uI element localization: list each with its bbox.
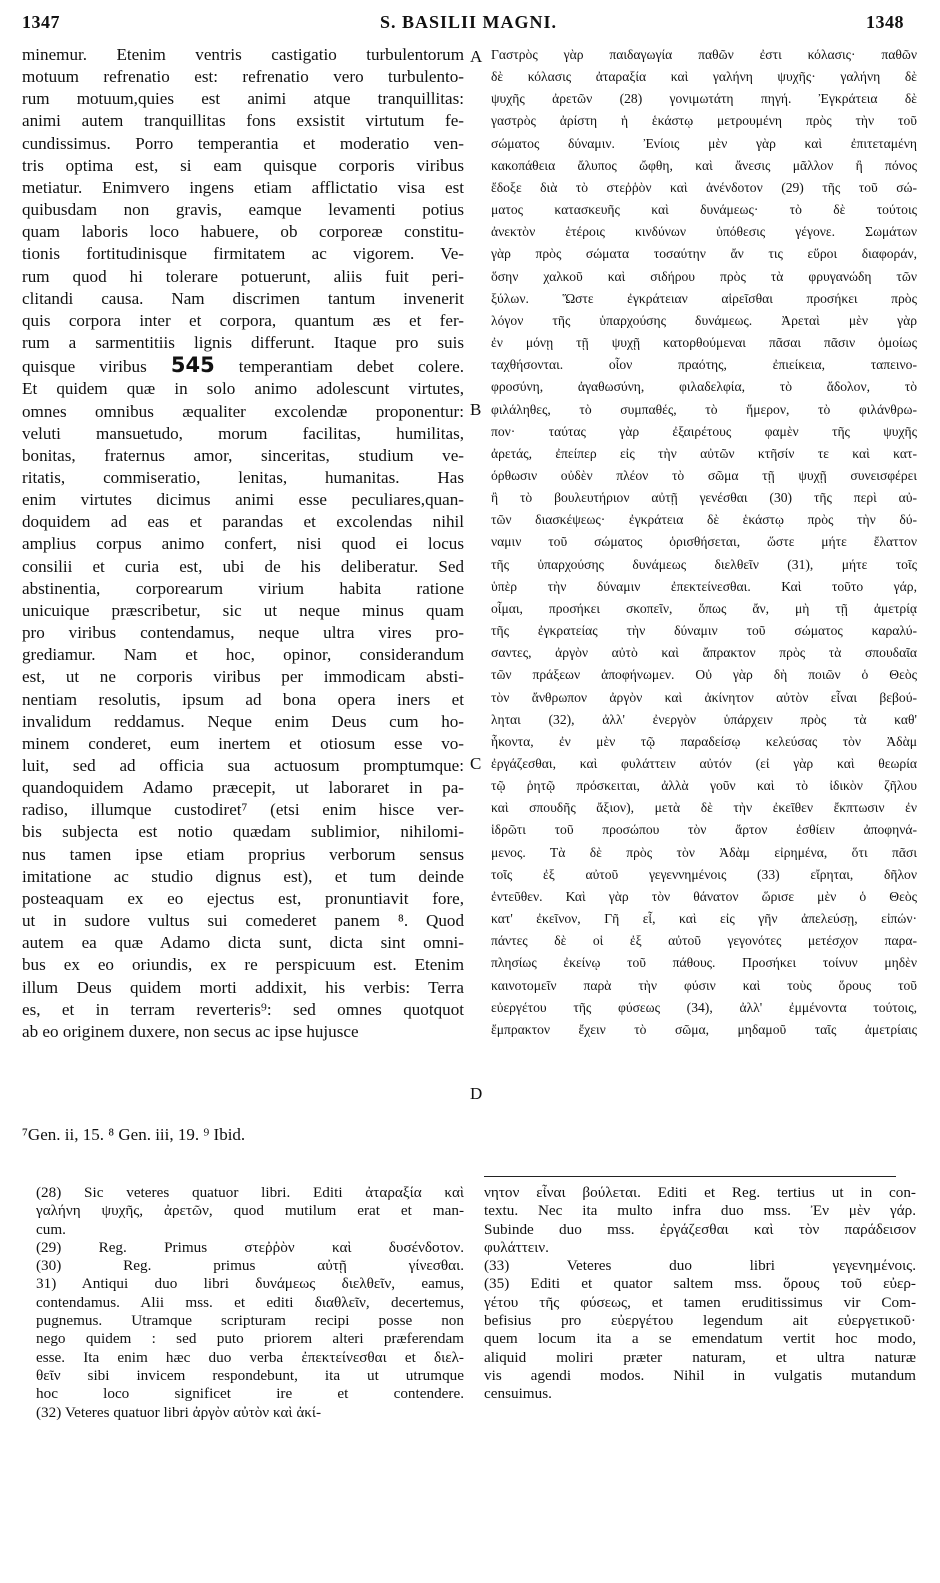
section-letter-b: B — [470, 400, 482, 419]
latin-text-line: Et quidem quæ in solo animo adolescunt virtutes, — [22, 379, 464, 399]
latin-text-line: pro viribus contendamus, neque ultra vires pro- — [22, 623, 464, 643]
footnote-line: censuimus. — [484, 1385, 552, 1403]
greek-text-line: ματος κατασκευῆς καὶ δυνάμεως· τὸ δὲ τούτοις — [491, 202, 917, 218]
latin-text-line: nus tamen ipse etiam proprius verborum sensus — [22, 844, 464, 864]
section-letter-a: A — [470, 47, 483, 66]
footnote-line: contendamus. Alii mss. et editi διαθλεῖν, decertemus, — [36, 1293, 464, 1311]
latin-text-line: quam laboris loco habuere, ob corporeæ constitu- — [22, 222, 464, 242]
page-number-left: 1347 — [22, 12, 60, 32]
latin-text-line: doquidem ad eas et parandas et excolendas nihil — [22, 512, 464, 532]
footnote-line: (28) Sic veteres quatuor libri. Editi ἀταραξία καὶ — [36, 1184, 464, 1201]
latin-text-line: bonitas, fraternus amor, sinceritas, studium ve- — [22, 445, 464, 465]
greek-text-line: ἐργάζεσθαι, καὶ φυλάττειν αὐτόν (εἰ γὰρ καὶ θεωρία — [491, 756, 917, 771]
latin-text-line: metiatur. Enimvero ingens etiam afflictatio visa est — [22, 177, 464, 197]
latin-text-line: ab eo originem duxere, non secus ac ipse hujusce — [22, 1021, 359, 1041]
latin-text-line: enim virtutes dicimus animi esse peculiares,quan- — [22, 490, 464, 510]
latin-text-line: abstinentia, corporearum virium habita ratione — [22, 578, 464, 598]
footnote-line: vis agendi modos. Nihil in vulgatis mutandum — [484, 1366, 916, 1384]
greek-text-line: ἔδοξε διὰ τὸ στεῤῥὸν καὶ ἀνένδοτον (29) τῆς τοῦ σώ- — [491, 179, 917, 195]
footnotes-left — [36, 1184, 464, 1422]
greek-text-line: λόγον τῆς ὑπαρχούσης δυνάμεως. Ἀρεταὶ μὲν γὰρ — [491, 312, 917, 328]
greek-text-line: ἔμπρακτον ἔχειν τὸ σῶμα, μηδαμοῦ ταῖς ἀμετρίαις — [491, 1021, 917, 1037]
greek-text-line: καινοτομεῖν παρὰ τὴν φύσιν καὶ τοὺς ὅρους τοῦ — [491, 977, 917, 993]
greek-text-line: ἱδρῶτι τοῦ προσώπου τὸν ἄρτον ἐσθίειν ἀποφηνά- — [491, 822, 917, 838]
greek-text-line: πον· ταύτας γὰρ ἐξαιρέτους φαμὲν τῆς ψυχῆς — [491, 423, 917, 439]
greek-text-line: ναμιν τοῦ σώματος ὁρισθήσεται, ὥστε μήτε ἔλαττον — [491, 534, 917, 550]
footnote-line: γαλήνη ψυχῆς, ἀρετῶν, quod mutilum erat et man- — [36, 1202, 464, 1220]
greek-text-line: κακοπάθεια ἄλυπος ὤφθη, καὶ ἄνεσις μᾶλλον ἢ πόνος — [491, 157, 917, 173]
latin-text-line: quibusdam non gravis, eamque levamenti potius — [22, 200, 464, 220]
latin-text-line: minem conderet, eum inertem et otiosum esse vo- — [22, 733, 464, 753]
footnote-line: befisius pro εὐεργέτου legendum ait εὐεργετικοῦ· — [484, 1312, 916, 1330]
footnote-line: esse. Ita enim hæc duo verba ἐπεκτείνεσθαι et διελ- — [36, 1348, 464, 1366]
latin-text-line: rum motuum,quies est animi atque tranquillitas: — [22, 89, 464, 109]
greek-text-line: ξύλων. Ὥστε ἐγκράτειαν αἱρεῖσθαι προσήκει πρὸς — [491, 290, 917, 306]
latin-text-line: clitandi causa. Nam discrimen tantum invenerit — [22, 288, 464, 308]
greek-text-line: Γαστρὸς γὰρ παιδαγωγία παθῶν ἐστι κόλασις· παθῶν — [491, 47, 917, 62]
latin-text-line: illum Deus quidem morti addixit, his verbis: Terra — [22, 977, 464, 997]
latin-text-line: rum quod hi tolerare potuerunt, aliis fuit peri- — [22, 266, 464, 286]
greek-text-line: δὲ κόλασις ἀταραξία καὶ γαλήνη ψυχῆς· γαλήνη δὲ — [491, 69, 917, 85]
footnote-line: νητον εἶναι βούλεται. Editi et Reg. tertius ut in con- — [484, 1184, 916, 1201]
running-title: S. BASILII MAGNI. — [380, 12, 558, 32]
latin-text-line: animi autem tranquillitas fons exsistit virtutum fe- — [22, 111, 464, 131]
greek-text-line: όρθωσιν οὐδὲν πλέον τὸ σῶμα τῇ ψυχῇ συνεισφέρει — [491, 467, 917, 483]
footnote-line: φυλάττειν. — [484, 1238, 549, 1256]
footnote-line: Subinde duo mss. ἐργάζεσθαι καὶ τὸν παράδεισον — [484, 1220, 916, 1238]
greek-text-line: τοῖς ἐξ αὐτοῦ γεγεννημένοις (33) εἴρηται, δῆλον — [491, 866, 917, 882]
greek-text-line: τῆς ὑπαρχούσης δυνάμεως διελθεῖν (31), μήτε τοῖς — [491, 556, 917, 572]
greek-text-line: ταχθήσονται. οἷον πραότης, ἐπιείκεια, ταπεινο- — [491, 357, 917, 373]
latin-text-line: ritatis, commiseratio, lenitas, humanitas. Has — [22, 467, 464, 487]
greek-text-line: ἐντεῦθεν. Καὶ γὰρ τὸν θάνατον ὥρισε μὲν ὁ Θεὸς — [491, 888, 917, 904]
footnote-line: (30) Reg. primus αὐτῇ γίνεσθαι. — [36, 1257, 464, 1275]
greek-text-line: φιλάληθες, τὸ συμπαθές, τὸ ἥμερον, τὸ φιλάνθρω- — [491, 401, 917, 417]
footnote-line: quem locum ita a se emendatum vertit hoc modo, — [484, 1330, 916, 1348]
footnote-line: (35) Editi et quator saltem mss. ὅρους τοῦ εὐερ- — [484, 1275, 916, 1293]
latin-text-line: quandoquidem Adamo præcepit, ut laboraret in pa- — [22, 778, 464, 798]
page-number-right: 1348 — [866, 12, 904, 32]
greek-text-line: κατ' ἐκεῖνον, Γῆ εἶ, καὶ εἰς γῆν ἀπελεύσῃ, εἰπών· — [491, 911, 917, 927]
footnote-line: cum. — [36, 1220, 66, 1238]
footnote-line: textu. Nec ita multo infra duo mss. Ἐν μὲν γάρ. — [484, 1202, 916, 1220]
greek-text-line: τὸν ἄνθρωπον ἀργὸν καὶ ἀκίνητον αὐτὸν εἶναι βεβού- — [491, 689, 917, 705]
greek-text-line: τῶν πράξεων ἀποφήνωμεν. Οὐ γὰρ δὴ ποιῶν ὁ Θεὸς — [491, 667, 917, 683]
latin-text-line: bus ex eo oriundis, ex re perspicuum est. Etenim — [22, 955, 464, 975]
greek-text-line: καὶ σπουδῆς ἄξιον), μετὰ δὲ τὴν ἐκεῖθεν ἔκπτωσιν ἐν — [491, 800, 917, 816]
latin-text-line: grediamur. Nam et hoc, opinor, considerandum — [22, 645, 464, 665]
latin-text-line: tris optima est, si eam quisque corporis viribus — [22, 155, 464, 175]
footnote-rule — [484, 1176, 896, 1177]
latin-text-line: cundissimus. Porro temperantia et moderatio ven- — [22, 133, 464, 153]
scripture-references: ⁷Gen. ii, 15. ⁸ Gen. iii, 19. ⁹ Ibid. — [22, 1125, 246, 1144]
greek-text-line: ληται (32), ἀλλ' ἐνεργὸν ὑπάρχειν πρὸς τὰ καθ' — [491, 711, 917, 727]
footnote-line: aliquid moliri præter naturam, et ultra naturæ — [484, 1348, 916, 1366]
latin-text-line: motuum refrenatio est: refrenatio vero turbulento- — [22, 67, 464, 87]
latin-text-line: es, et in terram reverteris⁹: sed omnes quotquot — [22, 999, 464, 1019]
greek-text-line: τῷ ῥητῷ πρόσκειται, ἀλλὰ γοῦν καὶ τὸ ἰδικὸν ζῆλου — [491, 778, 917, 794]
latin-text-line: imitatione ac studio dignus est), et tum deinde — [22, 866, 464, 886]
footnote-line: hoc loco significet ire et contendere. — [36, 1385, 464, 1403]
greek-text-line: σώματος δύναμιν. Ἐνίοις μὲν γὰρ καὶ ἐπιτεταμένη — [491, 135, 917, 151]
greek-text-line: τῶν διασκέψεως· ἐγκράτεια δὲ ἑκάστῳ πρὸς τὴν δύ- — [491, 512, 917, 528]
section-letter-c: C — [470, 754, 482, 773]
latin-text-line: quis corpora inter et corpora, quantum æs et fer- — [22, 310, 464, 330]
greek-text-line: πάντες δὲ οἱ ἐξ αὐτοῦ γεγονότες μετέσχον παρα- — [491, 933, 917, 949]
footnote-line: (33) Veteres duo libri γεγενημένοις. — [484, 1257, 916, 1275]
greek-text-line: ἀνεκτὸν ἑτέροις κινδύνων ὑπόθεσις γέγονε. Σωμάτων — [491, 224, 917, 240]
greek-text-line: μενος. Τὰ δὲ πρὸς τὸν Ἀδὰμ εἰρημένα, ὅτι πᾶσι — [491, 844, 917, 860]
greek-text-line: ἧκοντα, ἐν μὲν τῷ παραδείσῳ κελεύσας τὸν Ἀδὰμ — [491, 733, 917, 749]
latin-text-line: posteaquam ex eo ejectus est, pronuntiavit fore, — [22, 888, 464, 908]
greek-text-line: τῆς ἐγκρατείας τὴν δύναμιν τοῦ σώματος καραλύ- — [491, 623, 917, 639]
latin-column — [22, 44, 464, 1043]
greek-text-line: ὅσην χαλκοῦ καὶ σιδήρου πρὸς τὰ φρυγανώδη τῶν — [491, 268, 917, 284]
latin-text-line: radiso, illumque custodiret⁷ (etsi enim hisce ver- — [22, 800, 464, 820]
latin-text-line: consilii et curia est, ubi de his deliberatur. Sed — [22, 556, 464, 576]
footnote-line: pugnemus. Utramque scripturam recipi posse non — [36, 1312, 464, 1330]
greek-text-line: ἢ τὸ βουλευτήριον αὐτῇ γενέσθαι (30) τῆς περὶ αὐ- — [491, 490, 917, 506]
latin-text-line: luit, sed ad officia sua actuosum promptumque: — [22, 756, 464, 775]
latin-text-line: est, ut ne corporis viribus per immodicam absti- — [22, 667, 464, 687]
section-letter-d: D — [470, 1084, 483, 1103]
greek-text-line: ἀρετάς, ἐπείπερ εἰς τὴν αὐτῶν κτῆσίν τε καὶ κατ- — [491, 445, 917, 461]
greek-column — [491, 44, 917, 1041]
greek-text-line: ψυχῆς ἀρετῶν (28) γονιμωτάτη πηγή. Ἐγκράτεια δὲ — [491, 91, 917, 107]
footnote-line: γέτου τῆς φύσεως, et tamen eruditissimus vir Com- — [484, 1293, 916, 1311]
footnote-line: θεῖν sibi invicem respondebunt, ita ut utrumque — [36, 1366, 464, 1384]
latin-text-line: amplius corpus animo confert, nisi quod ei locus — [22, 534, 464, 554]
greek-text-line: γαστρὸς ἀρίστη ἡ ἑκάστῳ μετρουμένη πρὸς τὴν τοῦ — [491, 113, 917, 129]
greek-text-line: εὐεργέτου τῆς φύσεως (34), ἀλλ' ἐμμένοντα τούτοις, — [491, 999, 917, 1015]
latin-text-line: minemur. Etenim ventris castigatio turbulentorum — [22, 45, 464, 64]
edition-page-number: 545 — [170, 353, 215, 378]
latin-text-line: rum a sarmentitiis lignis differunt. Itaque pro suis — [22, 333, 464, 353]
latin-text-line: veluti mansuetudo, morum facilitas, humilitas, — [22, 423, 464, 443]
latin-text-line: nentiam resolutis, ipsum ad bona opera iners et — [22, 689, 464, 709]
latin-text-line: autem ea quæ Adamo dicta sunt, dicta sint omni- — [22, 933, 464, 953]
greek-text-line: σαντες, ἀργὸν αὐτὸ καὶ ἄπρακτον πρὸς τὰ σπουδαῖα — [491, 645, 917, 661]
footnote-line: 31) Antiqui duo libri δυνάμεως διελθεῖν, eamus, — [36, 1275, 464, 1293]
greek-text-line: πλησίως ἐκείνῳ τοῦ πάθους. Προσήκει τοίνυν μηδὲν — [491, 955, 917, 971]
greek-text-line: γὰρ πρὸς σώματα τοσαύτην ἄν τις εὕροι διαφοράν, — [491, 246, 917, 262]
greek-text-line: φροσύνη, ἀγαθωσύνη, φιλαδελφία, τὸ ἄδολον, τὸ — [491, 379, 917, 395]
latin-text-line: tionis fortitudinisque firmitatem ac vigorem. Ve- — [22, 244, 464, 264]
latin-text-line: ut in sudore vultus sui comederet panem ⁸. Quod — [22, 911, 464, 931]
latin-text-line: unicuique præscribetur, sic ut neque minus quam — [22, 600, 464, 620]
latin-text-line: omnes omnibus æqualiter excolendæ proponentur: — [22, 401, 464, 421]
latin-text-line: invalidum reddamus. Neque enim Deus cum ho- — [22, 711, 464, 731]
greek-text-line: ἐν μόνῃ τῇ ψυχῇ κατορθούμεναι πᾶσαι πᾶσιν ὁμοίως — [491, 335, 917, 351]
greek-text-line: ὑπὲρ τὴν δύναμιν ἐπεκτείνεσθαι. Καὶ τοῦτο γάρ, — [491, 578, 917, 594]
latin-text-line: bis subjecta est notio quædam sublimior, nihilomi- — [22, 822, 464, 842]
footnote-line: (32) Veteres quatuor libri ἀργὸν αὐτὸν καὶ ἀκί- — [36, 1403, 322, 1421]
latin-text-line: quisque viribus 545 temperantiam debet colere. — [22, 353, 464, 378]
greek-text-line: οἶμαι, προσήκει σκοπεῖν, ὅπως ἄν, μὴ τῇ ἀμετρίᾳ — [491, 600, 917, 616]
footnote-line: (29) Reg. Primus στεῤῥὸν καὶ δυσένδοτον. — [36, 1238, 464, 1256]
footnotes-right — [484, 1184, 916, 1404]
margin-section-letters — [467, 0, 491, 1103]
footnote-line: nego quidem : sed puto priorem alteri præferendam — [36, 1330, 464, 1348]
